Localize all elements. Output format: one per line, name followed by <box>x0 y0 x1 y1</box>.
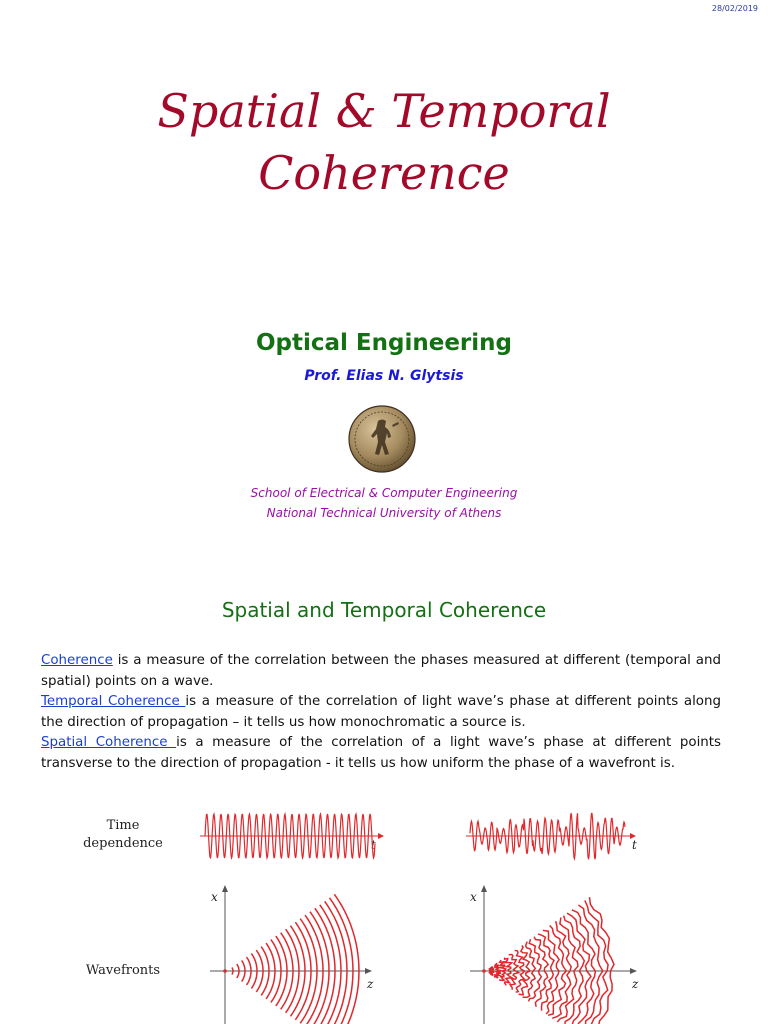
definition-spatial-coherence <box>41 733 721 774</box>
link-temporal-coherence[interactable]: Temporal Coherence <box>41 694 186 709</box>
z-axis-label-left: z <box>367 977 374 991</box>
z-axis-arrow-right <box>630 968 637 974</box>
figure-canvas <box>0 790 768 1024</box>
t-axis-label-right: t <box>632 838 637 852</box>
title-line-2: Coherence <box>258 146 510 200</box>
link-coherence[interactable]: Coherence <box>41 653 113 668</box>
definition-text: is a measure of the correlation of light wave’s phase at different points along the direction of propagation – it tells us how monochromatic a source is. <box>41 694 721 730</box>
label-line: dependence <box>83 836 163 851</box>
x-axis-label-left: x <box>211 890 218 904</box>
label-line: Time <box>106 818 140 833</box>
t-axis-label-left: t <box>371 838 376 852</box>
coherence-figure <box>0 790 768 1024</box>
definitions-text <box>41 651 721 774</box>
definition-text: is a measure of the correlation of a light wave’s phase at different points transverse to the direction of propagation - it tells us how uniform the phase of a wavefront is. <box>41 735 722 771</box>
definition-temporal-coherence <box>41 692 721 733</box>
course-name: Optical Engineering <box>255 330 512 356</box>
school-name: School of Electrical & Computer Engineering <box>250 486 518 500</box>
university-name: National Technical University of Athens <box>266 506 502 520</box>
title-line-1: Spatial & Temporal <box>157 84 611 138</box>
definition-text: is a measure of the correlation between the phases measured at different (temporal and spatial) points on a wave. <box>41 653 721 689</box>
university-seal-icon <box>348 405 416 473</box>
wavefronts-label: Wavefronts <box>85 963 161 978</box>
x-axis-arrow-right <box>481 885 487 892</box>
page-title <box>0 80 768 204</box>
x-axis-label-right: x <box>470 890 477 904</box>
wavefront-arc <box>572 910 596 1024</box>
definition-coherence <box>41 651 721 692</box>
point-source-left <box>223 969 227 973</box>
time-axis-arrow-left <box>378 833 384 839</box>
incoherent-wavefronts <box>489 897 614 1024</box>
z-axis-arrow-left <box>365 968 372 974</box>
coherent-wavefronts <box>232 894 359 1024</box>
x-axis-arrow-left <box>222 885 228 892</box>
section-heading: Spatial and Temporal Coherence <box>221 598 547 622</box>
z-axis-label-right: z <box>632 977 639 991</box>
institution-block <box>0 483 768 523</box>
point-source-right <box>482 969 486 973</box>
slide-date: 28/02/2019 <box>711 4 758 13</box>
author-name: Prof. Elias N. Glytsis <box>304 368 464 384</box>
link-spatial-coherence[interactable]: Spatial Coherence <box>41 735 177 750</box>
